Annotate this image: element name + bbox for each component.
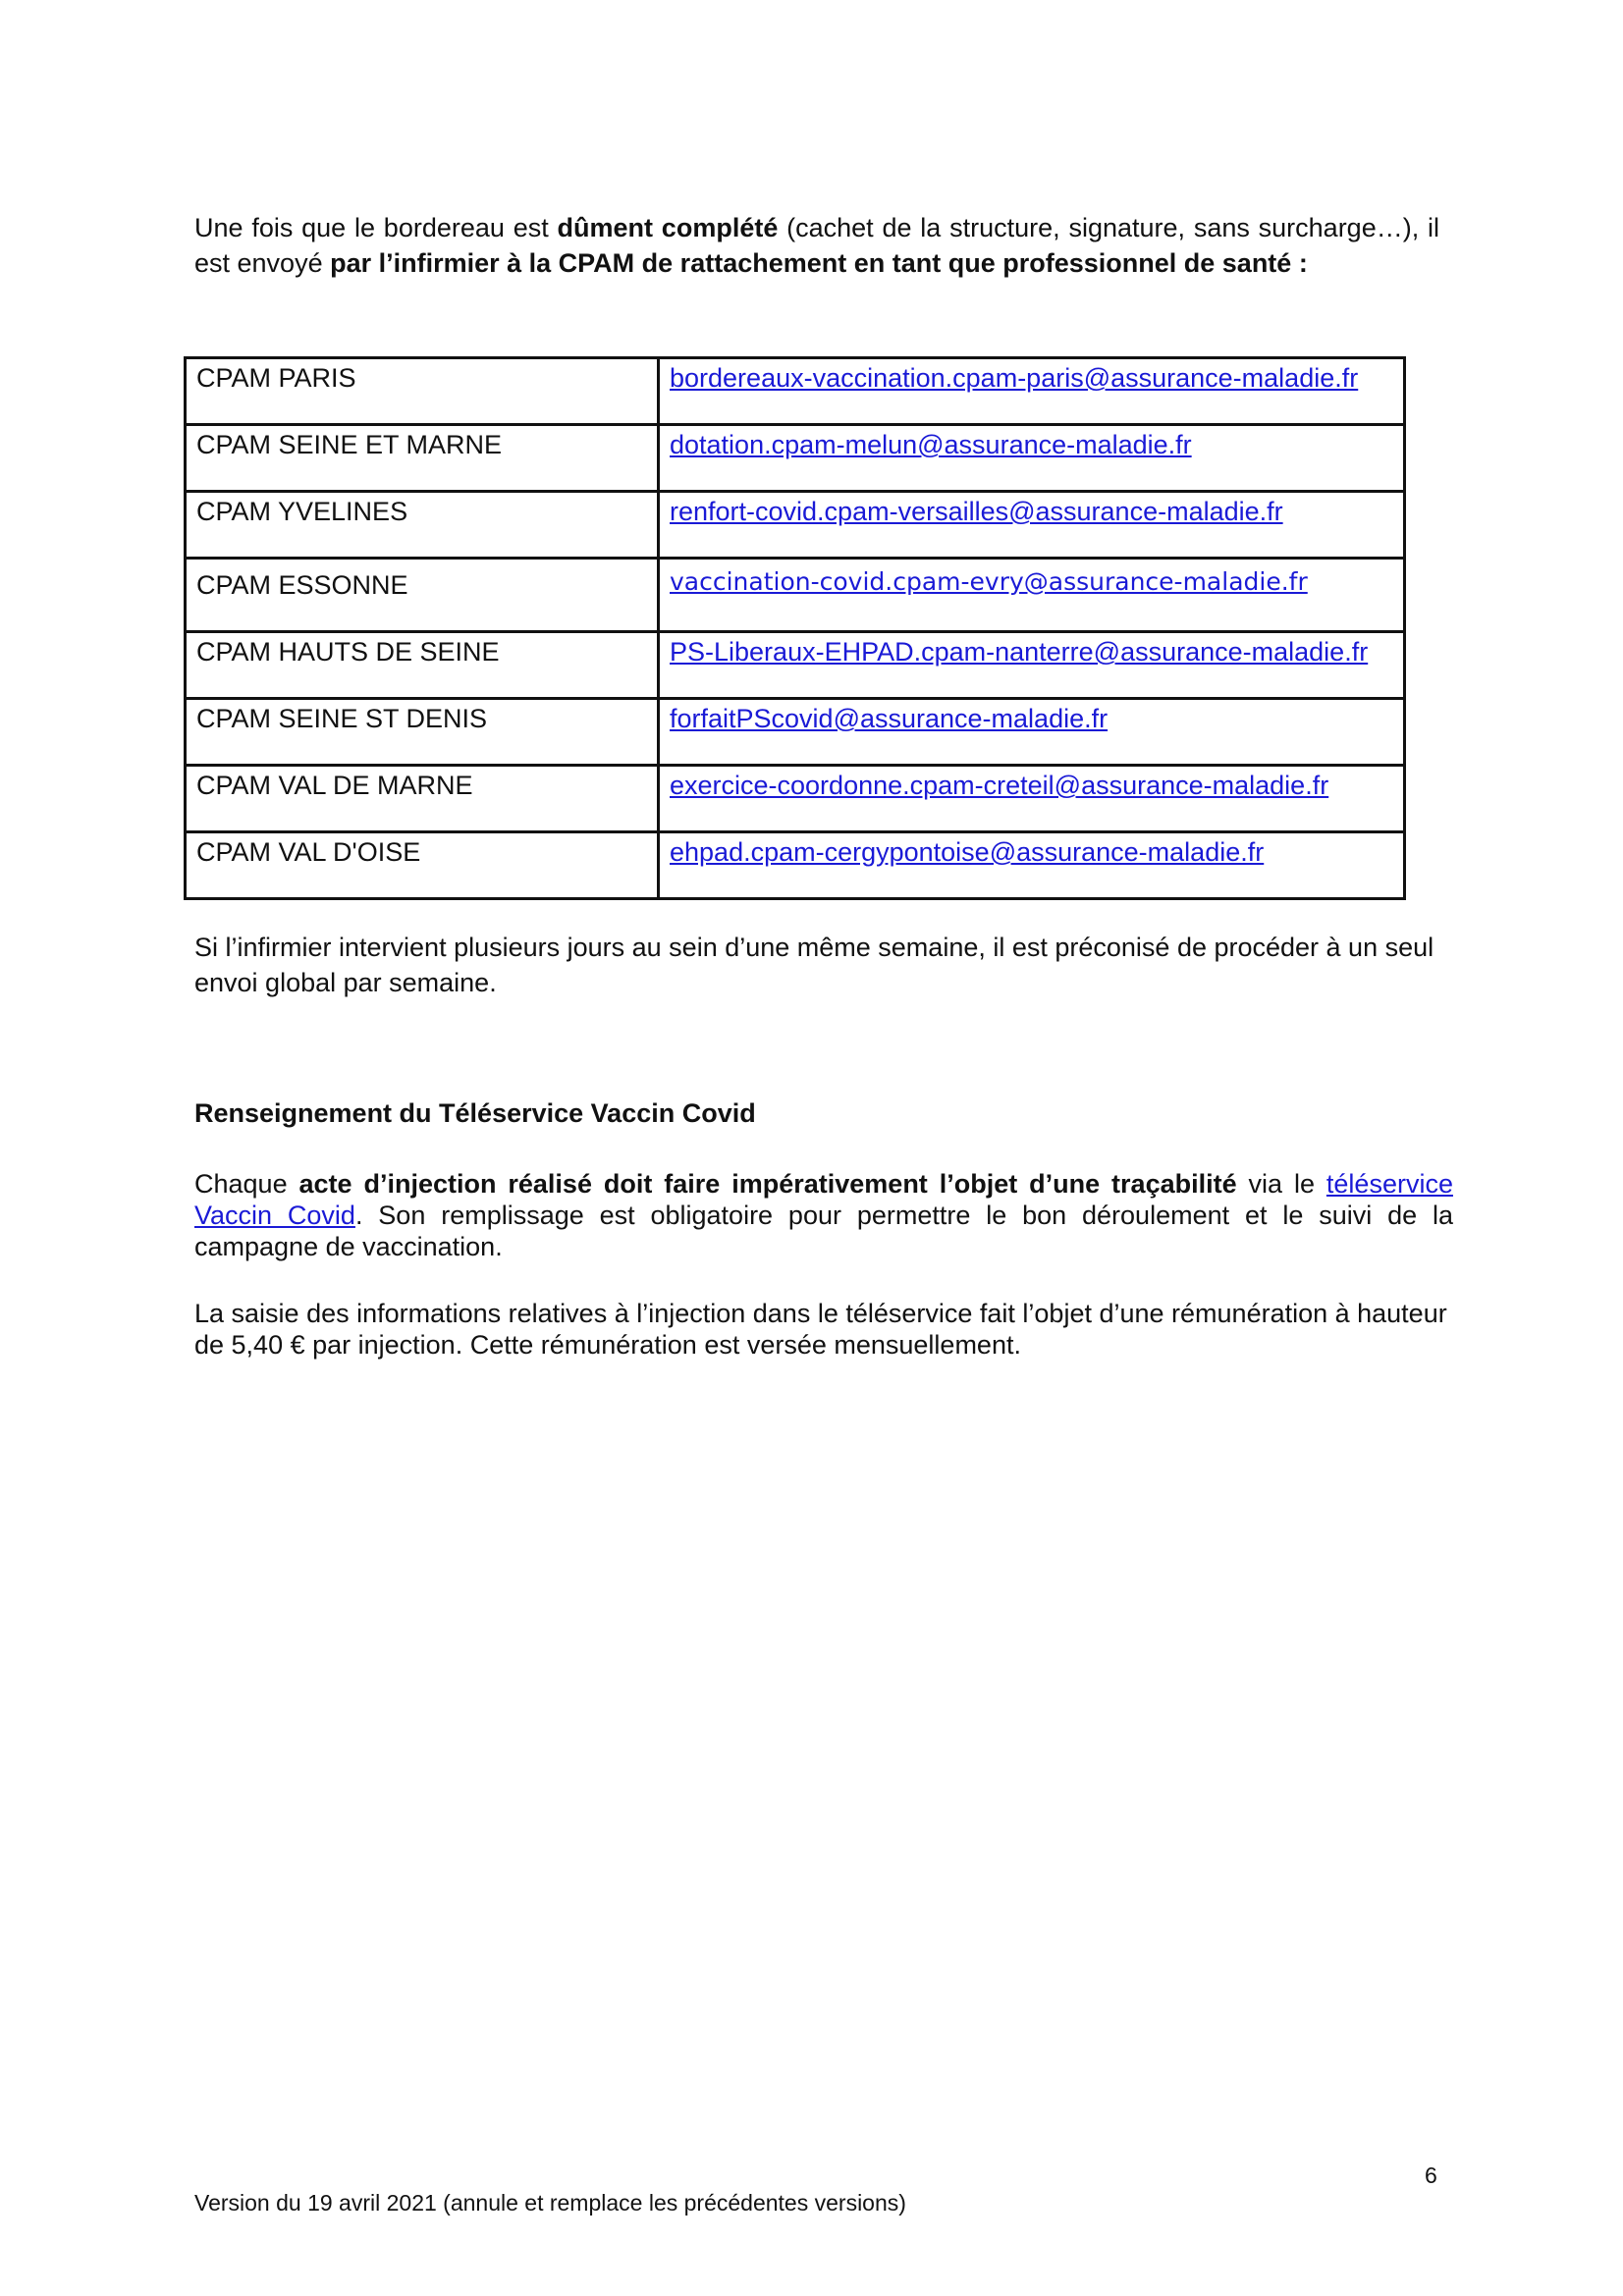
- cpam-name: CPAM ESSONNE: [186, 559, 659, 632]
- table-row: [186, 832, 1405, 899]
- traceability-text-3: . Son remplissage est obligatoire pour permettre le bon déroulement et le suivi de la campagne de vaccination.: [194, 1201, 1453, 1261]
- traceability-text-1: Chaque: [194, 1169, 299, 1199]
- weekly-dispatch-paragraph: Si l’infirmier intervient plusieurs jours au sein d’une même semaine, il est préconisé de procéder à un seul envoi global par semaine.: [194, 933, 1434, 997]
- table-row: [186, 492, 1405, 559]
- traceability-bold: acte d’injection réalisé doit faire impérativement l’objet d’une traçabilité: [298, 1169, 1237, 1199]
- traceability-text-2: via le: [1236, 1169, 1326, 1199]
- cpam-name: CPAM SEINE ET MARNE: [186, 425, 659, 492]
- cpam-email-link[interactable]: exercice-coordonne.cpam-creteil@assurance-maladie.fr: [670, 771, 1329, 800]
- intro-bold-1: dûment complété: [557, 213, 779, 242]
- cpam-name: CPAM SEINE ST DENIS: [186, 699, 659, 766]
- traceability-paragraph: [194, 1168, 1453, 1262]
- cpam-contact-table: [184, 356, 1406, 900]
- cpam-email-link[interactable]: PS-Liberaux-EHPAD.cpam-nanterre@assurance-maladie.fr: [670, 637, 1369, 667]
- table-row: [186, 358, 1405, 425]
- table-row: [186, 766, 1405, 832]
- cpam-name: CPAM PARIS: [186, 358, 659, 425]
- table-row: [186, 425, 1405, 492]
- table-row: [186, 632, 1405, 699]
- intro-text-1: Une fois que le bordereau est: [194, 213, 558, 242]
- cpam-name: CPAM VAL D'OISE: [186, 832, 659, 899]
- intro-text-2: (cachet de la structure, signature, sans surcharge…), il est envoyé: [194, 213, 1440, 278]
- cpam-email-link[interactable]: bordereaux-vaccination.cpam-paris@assurance-maladie.fr: [670, 363, 1359, 393]
- intro-paragraph: [194, 210, 1439, 281]
- intro-bold-2: par l’infirmier à la CPAM de rattachement en tant que professionnel de santé :: [330, 248, 1308, 278]
- table-row: [186, 559, 1405, 632]
- cpam-email-link[interactable]: renfort-covid.cpam-versailles@assurance-maladie.fr: [670, 497, 1283, 526]
- cpam-name: CPAM HAUTS DE SEINE: [186, 632, 659, 699]
- cpam-email-link[interactable]: vaccination-covid.cpam-evry@assurance-maladie.fr: [670, 567, 1308, 596]
- cpam-email-link[interactable]: ehpad.cpam-cergypontoise@assurance-maladie.fr: [670, 837, 1265, 867]
- teleservice-link[interactable]: téléservice Vaccin Covid: [194, 1169, 1453, 1230]
- cpam-email-link[interactable]: forfaitPScovid@assurance-maladie.fr: [670, 704, 1109, 733]
- page-number: 6: [1425, 2163, 1437, 2188]
- remuneration-paragraph: La saisie des informations relatives à l’injection dans le téléservice fait l’objet d’une rémunération à hauteur de 5,40 € par injection. Cette rémunération est versée mensuellement.: [194, 1299, 1447, 1360]
- footer-version: Version du 19 avril 2021 (annule et remplace les précédentes versions): [194, 2190, 906, 2216]
- cpam-name: CPAM YVELINES: [186, 492, 659, 559]
- cpam-name: CPAM VAL DE MARNE: [186, 766, 659, 832]
- section-heading: Renseignement du Téléservice Vaccin Covid: [194, 1098, 756, 1128]
- cpam-email-link[interactable]: dotation.cpam-melun@assurance-maladie.fr: [670, 430, 1192, 459]
- table-row: [186, 699, 1405, 766]
